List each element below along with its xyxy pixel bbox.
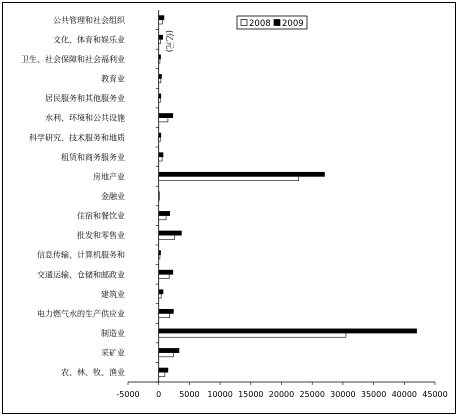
x-tick-label: 0 xyxy=(156,390,162,399)
bar-2008 xyxy=(159,255,160,259)
x-tick-label: 30000 xyxy=(330,390,356,399)
bar-2009 xyxy=(159,74,162,78)
category-label: 交通运输、仓储和邮政业 xyxy=(37,270,125,280)
x-tick-label: 15000 xyxy=(238,390,264,399)
legend xyxy=(237,16,307,29)
bar-2009 xyxy=(159,16,164,20)
bar-2009 xyxy=(159,290,163,294)
bar-2008 xyxy=(159,274,169,278)
bar-2008 xyxy=(159,353,174,357)
bar-2008 xyxy=(159,235,175,239)
bar-2008 xyxy=(159,216,166,220)
legend-label-2008: 2008 xyxy=(249,19,271,29)
category-label: 公共管理和社会组织 xyxy=(53,15,125,25)
bar-2008 xyxy=(159,176,299,180)
x-tick-label: 40000 xyxy=(391,390,418,399)
x-tick-label: 25000 xyxy=(299,390,325,399)
category-label: 电力燃气水的生产供应业 xyxy=(37,309,125,319)
x-tick-label: 20000 xyxy=(268,390,295,399)
bar-2008 xyxy=(159,39,161,43)
bar-2009 xyxy=(159,133,161,137)
legend-swatch-2009 xyxy=(274,20,280,26)
bar-2008 xyxy=(159,59,160,63)
bar-2008 xyxy=(159,137,161,141)
bar-2009 xyxy=(159,231,182,235)
unit-label: (亿元) xyxy=(165,30,174,53)
plot-area xyxy=(21,10,448,399)
category-label: 住宿和餐饮业 xyxy=(77,211,125,221)
bar-2009 xyxy=(159,329,417,333)
bar-2009 xyxy=(159,368,168,372)
bar-2008 xyxy=(159,118,168,122)
bar-2009 xyxy=(159,55,161,59)
category-label: 农、林、牧、渔业 xyxy=(61,368,125,378)
bar-2008 xyxy=(159,313,170,317)
bar-2008 xyxy=(159,20,163,24)
bar-2008 xyxy=(159,157,162,161)
category-label: 批发和零售业 xyxy=(77,231,125,241)
legend-label-2009: 2009 xyxy=(282,19,304,29)
category-label: 水利、环境和公共设施 xyxy=(45,113,125,123)
x-tick-label: 45000 xyxy=(422,390,448,399)
bar-2009 xyxy=(159,270,173,274)
bar-2009 xyxy=(159,153,163,157)
legend-swatch-2008 xyxy=(241,20,247,26)
category-label: 文化、体育和娱乐业 xyxy=(53,35,125,45)
x-tick-label: 5000 xyxy=(179,390,200,399)
bar-2009 xyxy=(159,35,163,39)
bar-2009 xyxy=(159,192,160,196)
x-tick-label: -5000 xyxy=(116,390,140,399)
x-tick-label: 10000 xyxy=(207,390,233,399)
category-label: 教育业 xyxy=(101,74,125,84)
bar-2008 xyxy=(159,98,161,102)
bar-2009 xyxy=(159,94,161,98)
bar-2009 xyxy=(159,172,325,176)
category-label: 科学研究、技术服务和地质 xyxy=(29,133,125,143)
category-label: 制造业 xyxy=(101,329,125,339)
bar-2009 xyxy=(159,309,174,313)
category-label: 租赁和商务服务业 xyxy=(61,152,125,162)
category-label: 建筑业 xyxy=(101,289,125,299)
bar-2008 xyxy=(159,372,165,376)
bar-2009 xyxy=(159,251,161,255)
bar-2008 xyxy=(159,333,346,337)
bar-2009 xyxy=(159,211,170,215)
bar-2008 xyxy=(159,196,160,200)
bar-2008 xyxy=(159,294,161,298)
category-label: 信息传输、计算机服务和 xyxy=(37,250,125,260)
category-label: 金融业 xyxy=(101,192,125,201)
bar-2009 xyxy=(159,113,173,117)
bar-2009 xyxy=(159,348,179,352)
x-tick-label: 35000 xyxy=(360,390,387,399)
category-label: 居民服务和其他服务业 xyxy=(45,94,125,104)
category-label: 卫生、社会保障和社会福利业 xyxy=(21,54,125,64)
bar-2008 xyxy=(159,79,161,83)
category-label: 房地产业 xyxy=(93,172,125,182)
category-label: 采矿业 xyxy=(101,348,125,358)
